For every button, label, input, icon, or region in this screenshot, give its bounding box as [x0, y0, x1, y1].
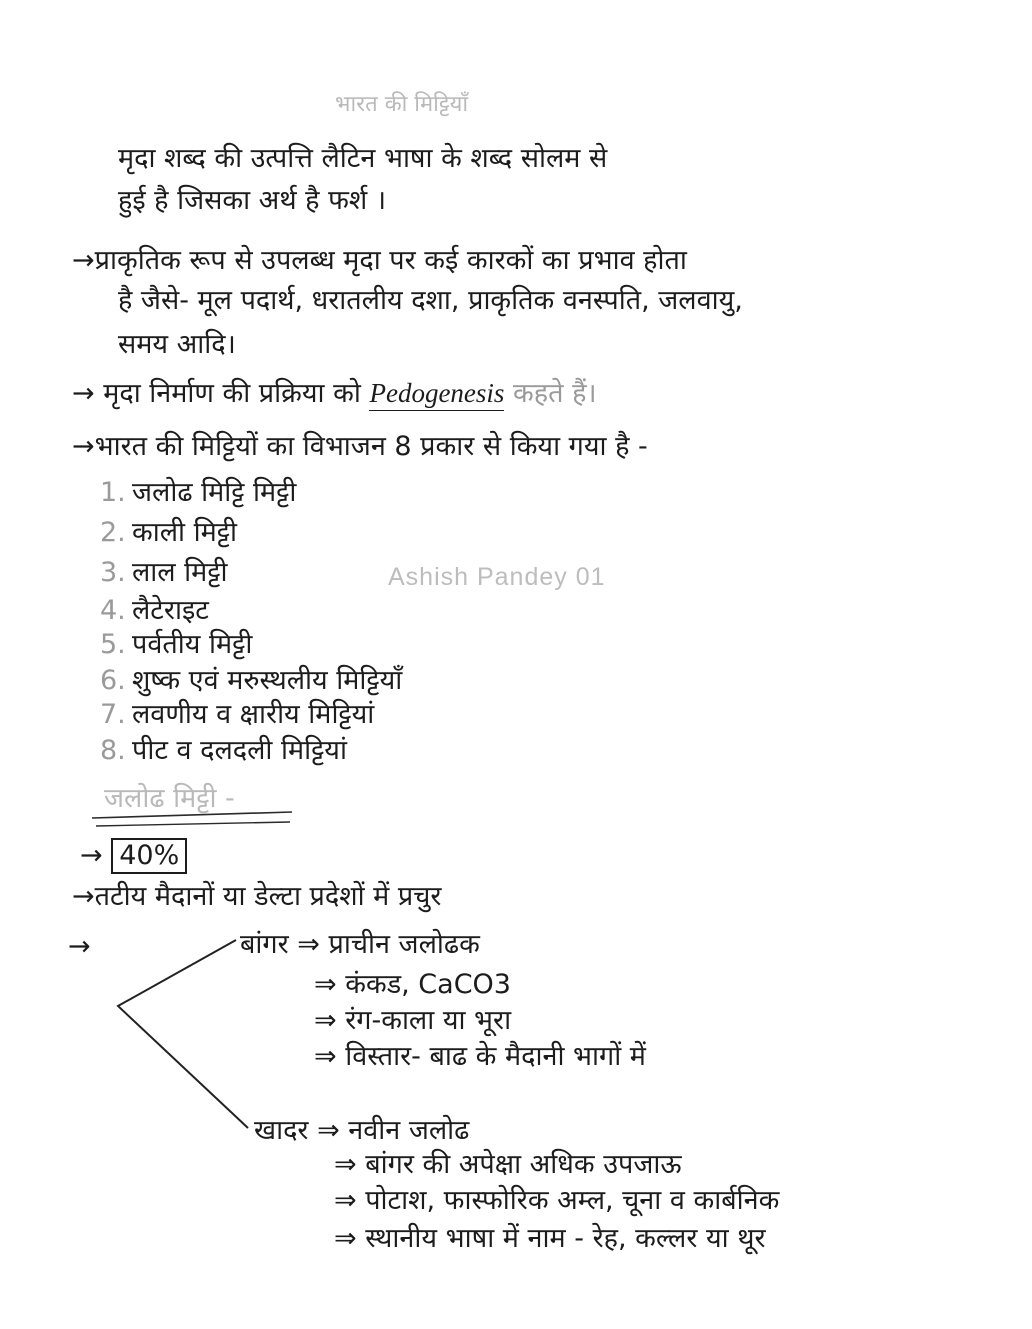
page-header: भारत की मिट्टियाँ: [335, 92, 469, 117]
bangar-point: कंकड, CaCO3: [345, 969, 511, 1000]
arrow-icon: →: [72, 431, 95, 462]
soil-num: 6.: [100, 665, 126, 696]
factors-text-1: प्राकृतिक रूप से उपलब्ध मृदा पर कई कारकों का प्रभाव होता: [94, 245, 687, 276]
branch-bracket: [118, 940, 248, 1128]
implies-icon: ⇒: [314, 1005, 337, 1036]
soil-name: काली मिट्टी: [132, 517, 237, 548]
implies-icon: ⇒: [334, 1223, 357, 1254]
arrow-icon: →: [72, 378, 95, 409]
percent-box: 40%: [111, 838, 187, 874]
implies-icon: ⇒: [314, 969, 337, 1000]
bangar-point: विस्तार- बाढ के मैदानी भागों में: [345, 1041, 646, 1072]
factors-line-3: समय आदि।: [118, 329, 236, 360]
soil-name: लवणीय व क्षारीय मिट्टियां: [132, 699, 375, 730]
soil-num: 1.: [100, 477, 126, 508]
classification-text: भारत की मिट्टियों का विभाजन 8 प्रकार से किया गया है -: [94, 431, 648, 462]
khadar-point: नवीन जलोढ: [348, 1115, 470, 1146]
implies-icon: ⇒: [314, 1041, 337, 1072]
implies-icon: ⇒: [334, 1185, 357, 1216]
implies-icon: ⇒: [297, 929, 320, 960]
section-underline-1: [92, 812, 292, 818]
delta-text: तटीय मैदानों या डेल्टा प्रदेशों में प्रचुर: [94, 881, 442, 912]
soil-name: जलोढ मिट्टि मिट्टी: [132, 477, 297, 508]
soil-name: पर्वतीय मिट्टी: [132, 629, 253, 660]
arrow-icon: →: [72, 881, 95, 912]
intro-line-2: हुई है जिसका अर्थ है फर्श ।: [118, 185, 387, 216]
watermark: Ashish Pandey 01: [388, 563, 606, 591]
khadar-label: खादर: [254, 1115, 309, 1146]
soil-name: लाल मिट्टी: [132, 557, 228, 588]
khadar-point: पोटाश, फास्फोरिक अम्ल, चूना व कार्बनिक: [365, 1185, 780, 1216]
pedogenesis-suffix: कहते हैं।: [513, 378, 597, 409]
bangar-point: प्राचीन जलोढक: [328, 929, 480, 960]
soil-num: 3.: [100, 557, 126, 588]
soil-num: 2.: [100, 517, 126, 548]
soil-num: 4.: [100, 595, 126, 626]
pedogenesis-term: Pedogenesis: [369, 378, 504, 411]
khadar-point: स्थानीय भाषा में नाम - रेह, कल्लर या थूर: [365, 1223, 766, 1254]
soil-num: 7.: [100, 699, 126, 730]
arrow-icon: →: [72, 245, 95, 276]
soil-name: शुष्क एवं मरुस्थलीय मिट्टियाँ: [132, 665, 403, 696]
implies-icon: ⇒: [334, 1149, 357, 1180]
bangar-point: रंग-काला या भूरा: [345, 1005, 512, 1036]
section-heading: जलोढ मिट्टी -: [104, 783, 235, 814]
soil-name: लैटेराइट: [132, 595, 209, 626]
soil-name: पीट व दलदली मिट्टियां: [132, 735, 347, 766]
khadar-point: बांगर की अपेक्षा अधिक उपजाऊ: [365, 1149, 682, 1180]
soil-num: 5.: [100, 629, 126, 660]
branch-arrow: →: [68, 931, 91, 962]
bangar-label: बांगर: [240, 929, 289, 960]
intro-line-1: मृदा शब्द की उत्पत्ति लैटिन भाषा के शब्द सोलम से: [118, 143, 608, 174]
factors-line-2: है जैसे- मूल पदार्थ, धरातलीय दशा, प्राकृतिक वनस्पति, जलवायु,: [118, 285, 743, 316]
section-underline-2: [96, 822, 290, 826]
arrow-icon: →: [80, 840, 103, 871]
pedogenesis-prefix: मृदा निर्माण की प्रक्रिया को: [103, 378, 361, 409]
implies-icon: ⇒: [317, 1115, 340, 1146]
soil-num: 8.: [100, 735, 126, 766]
